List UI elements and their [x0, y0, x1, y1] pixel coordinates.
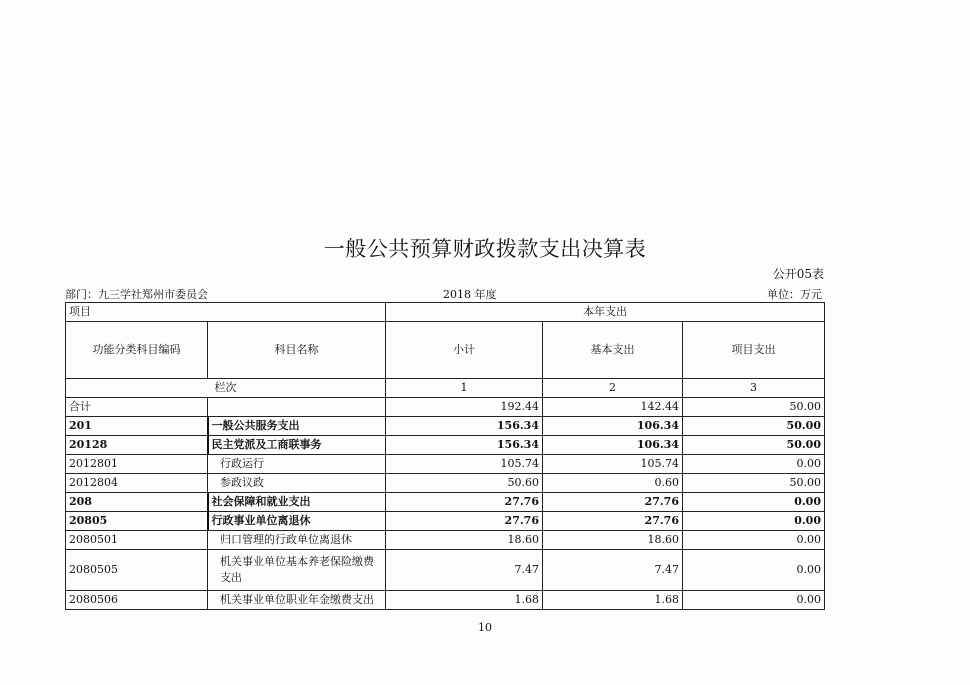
row-code: 208 [66, 493, 208, 512]
header-row-3 [66, 379, 825, 398]
unit-label: 单位：万元 [767, 288, 822, 301]
row-basic: 0.60 [543, 474, 683, 493]
table-row [66, 591, 825, 610]
department-label: 部门：九三学社郑州市委员会 [65, 288, 208, 301]
header-col3: 3 [683, 379, 825, 398]
row-basic: 142.44 [543, 398, 683, 417]
row-project: 50.00 [683, 398, 825, 417]
row-project: 0.00 [683, 591, 825, 610]
row-subtotal: 156.34 [386, 417, 543, 436]
row-project: 0.00 [683, 531, 825, 550]
row-name: 归口管理的行政单位离退休 [208, 531, 386, 550]
row-subtotal: 105.74 [386, 455, 543, 474]
row-project: 0.00 [683, 550, 825, 591]
row-name: 社会保障和就业支出 [208, 493, 386, 512]
expense-table [65, 302, 825, 610]
table-row [66, 417, 825, 436]
row-basic: 27.76 [543, 493, 683, 512]
document-title: 一般公共预算财政拨款支出决算表 [323, 237, 647, 261]
table-row [66, 531, 825, 550]
row-code: 2080506 [66, 591, 208, 610]
table-row [66, 474, 825, 493]
table-row [66, 436, 825, 455]
row-project: 0.00 [683, 455, 825, 474]
header-basic: 基本支出 [543, 322, 683, 379]
page-number: 10 [478, 621, 492, 634]
row-code: 2012801 [66, 455, 208, 474]
row-basic: 1.68 [543, 591, 683, 610]
row-subtotal: 156.34 [386, 436, 543, 455]
row-name: 参政议政 [208, 474, 386, 493]
table-row [66, 550, 825, 591]
row-project: 0.00 [683, 512, 825, 531]
row-code: 20128 [66, 436, 208, 455]
row-basic: 7.47 [543, 550, 683, 591]
fiscal-year-label: 2018 年度 [443, 288, 497, 301]
row-basic: 18.60 [543, 531, 683, 550]
header-col2: 2 [543, 379, 683, 398]
header-row-1 [66, 303, 825, 322]
table-row [66, 512, 825, 531]
row-project: 50.00 [683, 474, 825, 493]
row-basic: 105.74 [543, 455, 683, 474]
row-name: 行政事业单位离退休 [208, 512, 386, 531]
row-basic: 106.34 [543, 417, 683, 436]
header-subtotal: 小计 [386, 322, 543, 379]
header-column-index: 栏次 [66, 379, 386, 398]
row-project: 50.00 [683, 417, 825, 436]
row-subtotal: 1.68 [386, 591, 543, 610]
header-code: 功能分类科目编码 [66, 322, 208, 379]
row-project: 50.00 [683, 436, 825, 455]
header-project-expense: 项目支出 [683, 322, 825, 379]
row-code: 2012804 [66, 474, 208, 493]
row-code: 2080501 [66, 531, 208, 550]
form-number: 公开05表 [772, 267, 824, 281]
row-subtotal: 7.47 [386, 550, 543, 591]
table-row [66, 455, 825, 474]
row-name: 民主党派及工商联事务 [208, 436, 386, 455]
row-basic: 106.34 [543, 436, 683, 455]
row-name: 机关事业单位基本养老保险缴费支出 [208, 550, 386, 591]
row-subtotal: 192.44 [386, 398, 543, 417]
row-subtotal: 27.76 [386, 493, 543, 512]
row-name: 行政运行 [208, 455, 386, 474]
row-code: 201 [66, 417, 208, 436]
row-code: 合计 [66, 398, 208, 417]
row-name [208, 398, 386, 417]
header-current-year-expense: 本年支出 [386, 303, 825, 322]
row-name: 一般公共服务支出 [208, 417, 386, 436]
header-col1: 1 [386, 379, 543, 398]
header-project: 项目 [66, 303, 386, 322]
row-subtotal: 27.76 [386, 512, 543, 531]
row-basic: 27.76 [543, 512, 683, 531]
header-name: 科目名称 [208, 322, 386, 379]
row-subtotal: 18.60 [386, 531, 543, 550]
row-name: 机关事业单位职业年金缴费支出 [208, 591, 386, 610]
table-row [66, 493, 825, 512]
table-row [66, 398, 825, 417]
row-subtotal: 50.60 [386, 474, 543, 493]
row-code: 20805 [66, 512, 208, 531]
header-row-2 [66, 322, 825, 379]
row-code: 2080505 [66, 550, 208, 591]
row-project: 0.00 [683, 493, 825, 512]
